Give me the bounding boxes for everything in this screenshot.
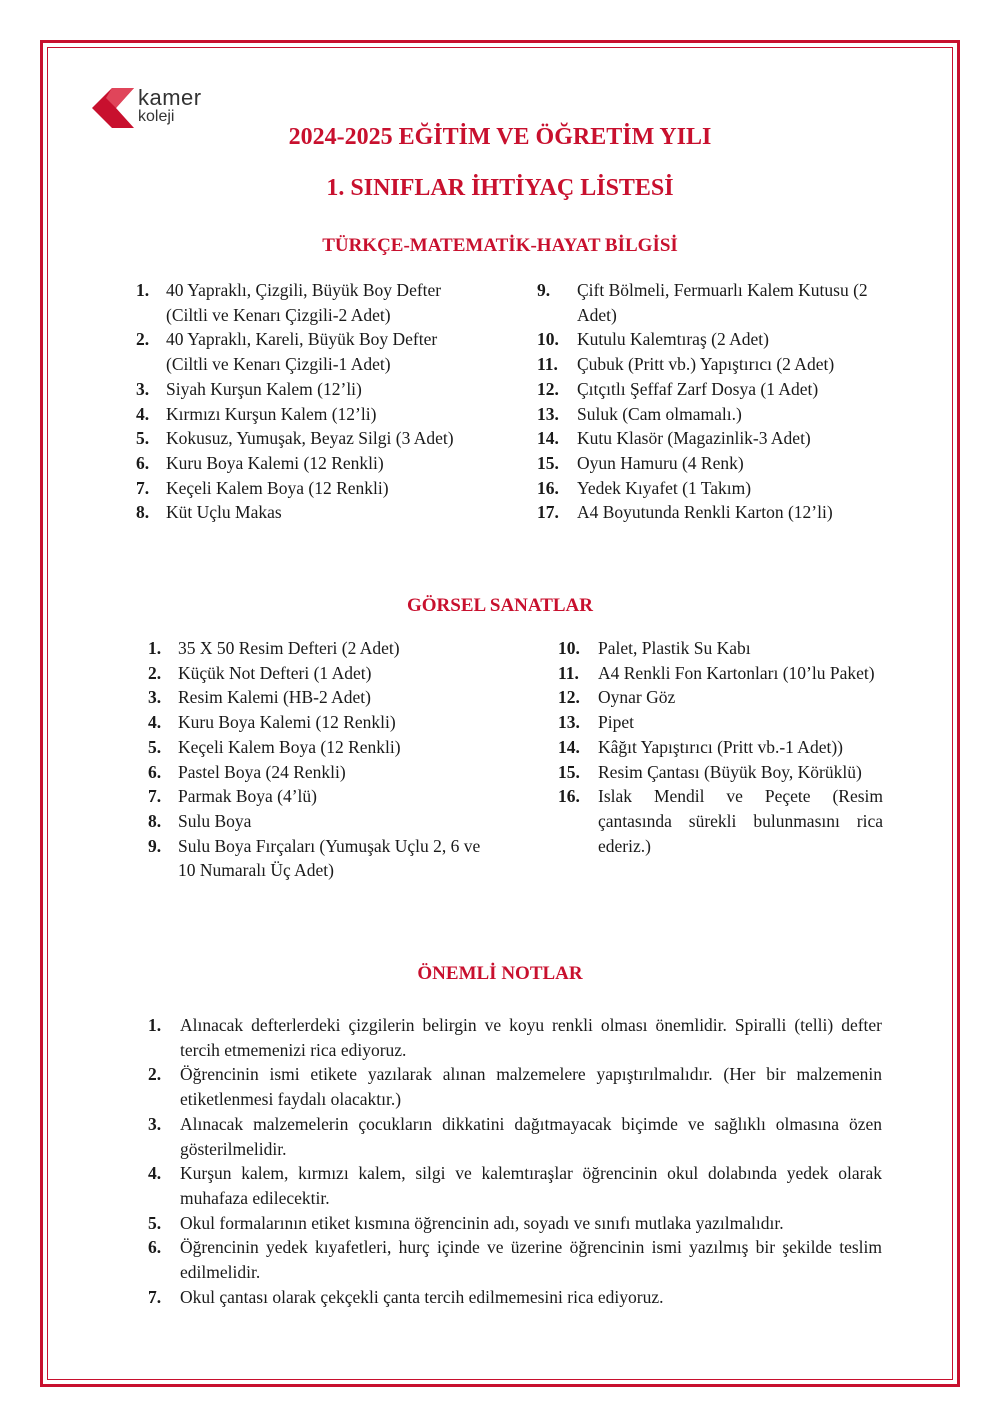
list-item: 5. Kokusuz, Yumuşak, Beyaz Silgi (3 Adet) — [136, 428, 454, 449]
list-item: 1. 35 X 50 Resim Defteri (2 Adet) — [148, 638, 400, 658]
list-item: 12. Çıtçıtlı Şeffaf Zarf Dosya (1 Adet) — [537, 378, 819, 399]
list-item: 3. Resim Kalemi (HB-2 Adet) — [148, 687, 371, 708]
list-item: 14. Kutu Klasör (Magazinlik-3 Adet) — [537, 428, 811, 449]
list-item: 10. Kutulu Kalemtıraş (2 Adet) — [537, 329, 769, 350]
logo-subtitle: koleji — [138, 108, 175, 125]
note-item: 4. Kurşun kalem, kırmızı kalem, silgi ve kalemtıraşlar öğrencinin okul dolabında yedek olarak muhafaza edilecektir. — [148, 1163, 882, 1208]
list-item: 5. Keçeli Kalem Boya (12 Renkli) — [148, 736, 401, 757]
list-item: 6. Pastel Boya (24 Renkli) — [148, 761, 346, 782]
list-item: 2. 40 Yapraklı, Kareli, Büyük Boy Defter (Ciltli ve Kenarı Çizgili-1 Adet) — [136, 329, 438, 375]
list-item: 7. Keçeli Kalem Boya (12 Renkli) — [136, 477, 389, 498]
list-item: 8. Sulu Boya — [148, 810, 252, 831]
list-item: 17. A4 Boyutunda Renkli Karton (12’li) — [537, 502, 833, 523]
list-item: 15. Resim Çantası (Büyük Boy, Körüklü) — [558, 761, 862, 782]
logo-brand: kamer — [138, 85, 202, 110]
note-item: 3. Alınacak malzemelerin çocukların dikkatini dağıtmayacak biçimde ve sağlıklı olmasına özen gösterilmelidir. — [148, 1113, 882, 1159]
page-subtitle: 1. SINIFLAR İHTİYAÇ LİSTESİ — [326, 175, 674, 201]
kamer-logo-icon — [92, 88, 136, 128]
art-list-right — [558, 636, 883, 858]
main-list-right — [537, 278, 882, 525]
list-item: 13. Pipet — [558, 712, 634, 733]
list-item: 12. Oynar Göz — [558, 687, 676, 708]
list-item: 9. Çift Bölmeli, Fermuarlı Kalem Kutusu (2 Adet) — [537, 280, 868, 325]
list-item: 1. 40 Yapraklı, Çizgili, Büyük Boy Defter (Ciltli ve Kenarı Çizgili-2 Adet) — [136, 280, 442, 325]
list-item: 16. Islak Mendil ve Peçete (Resim çantasında sürekli bulunmasını rica ederiz.) — [558, 786, 883, 856]
list-item: 15. Oyun Hamuru (4 Renk) — [537, 452, 744, 473]
page-title: 2024-2025 EĞİTİM VE ÖĞRETİM YILI — [288, 124, 712, 150]
note-item: 6. Öğrencinin yedek kıyafetleri, hurç içinde ve üzerine öğrencinin ismi yazılmış bir şekilde teslim edilmelidir. — [148, 1237, 882, 1283]
section-heading-art: GÖRSEL SANATLAR — [406, 595, 593, 616]
list-item: 10. Palet, Plastik Su Kabı — [558, 638, 751, 658]
notes-list — [148, 1013, 882, 1309]
note-item: 7. Okul çantası olarak çekçekli çanta tercih edilmemesini rica ediyoruz. — [148, 1286, 664, 1307]
list-item: 9. Sulu Boya Fırçaları (Yumuşak Uçlu 2, 6 ve 10 Numaralı Üç Adet) — [148, 835, 481, 881]
art-list-left — [148, 636, 488, 883]
list-item: 8. Küt Uçlu Makas — [136, 502, 282, 523]
list-item: 11. Çubuk (Pritt vb.) Yapıştırıcı (2 Adet) — [537, 354, 835, 375]
note-item: 1. Alınacak defterlerdeki çizgilerin belirgin ve koyu renkli olması önemlidir. Spiralli (telli) defter tercih etmemenizi rica ediyoruz. — [148, 1015, 882, 1060]
list-item: 14. Kâğıt Yapıştırıcı (Pritt vb.-1 Adet)) — [558, 736, 843, 757]
note-item: 2. Öğrencinin ismi etikete yazılarak alınan malzemelere yapıştırılmalıdır. (Her bir malzemenin etiketlenmesi faydalı olacaktır.) — [148, 1064, 882, 1110]
section-heading-notes: ÖNEMLİ NOTLAR — [417, 963, 583, 984]
list-item: 2. Küçük Not Defteri (1 Adet) — [148, 662, 372, 683]
list-item: 6. Kuru Boya Kalemi (12 Renkli) — [136, 452, 384, 473]
list-item: 4. Kırmızı Kurşun Kalem (12’li) — [136, 403, 377, 424]
list-item: 16. Yedek Kıyafet (1 Takım) — [537, 477, 752, 498]
list-item: 13. Suluk (Cam olmamalı.) — [537, 403, 742, 424]
list-item: 3. Siyah Kurşun Kalem (12’li) — [136, 378, 362, 399]
list-item: 7. Parmak Boya (4’lü) — [148, 786, 317, 807]
section-heading-main: TÜRKÇE-MATEMATİK-HAYAT BİLGİSİ — [322, 235, 678, 256]
main-list-left — [136, 278, 476, 525]
list-item: 11. A4 Renkli Fon Kartonları (10’lu Paket) — [558, 662, 875, 683]
note-item: 5. Okul formalarının etiket kısmına öğrencinin adı, soyadı ve sınıfı mutlaka yazılmalıdır. — [148, 1212, 784, 1233]
list-item: 4. Kuru Boya Kalemi (12 Renkli) — [148, 712, 396, 733]
